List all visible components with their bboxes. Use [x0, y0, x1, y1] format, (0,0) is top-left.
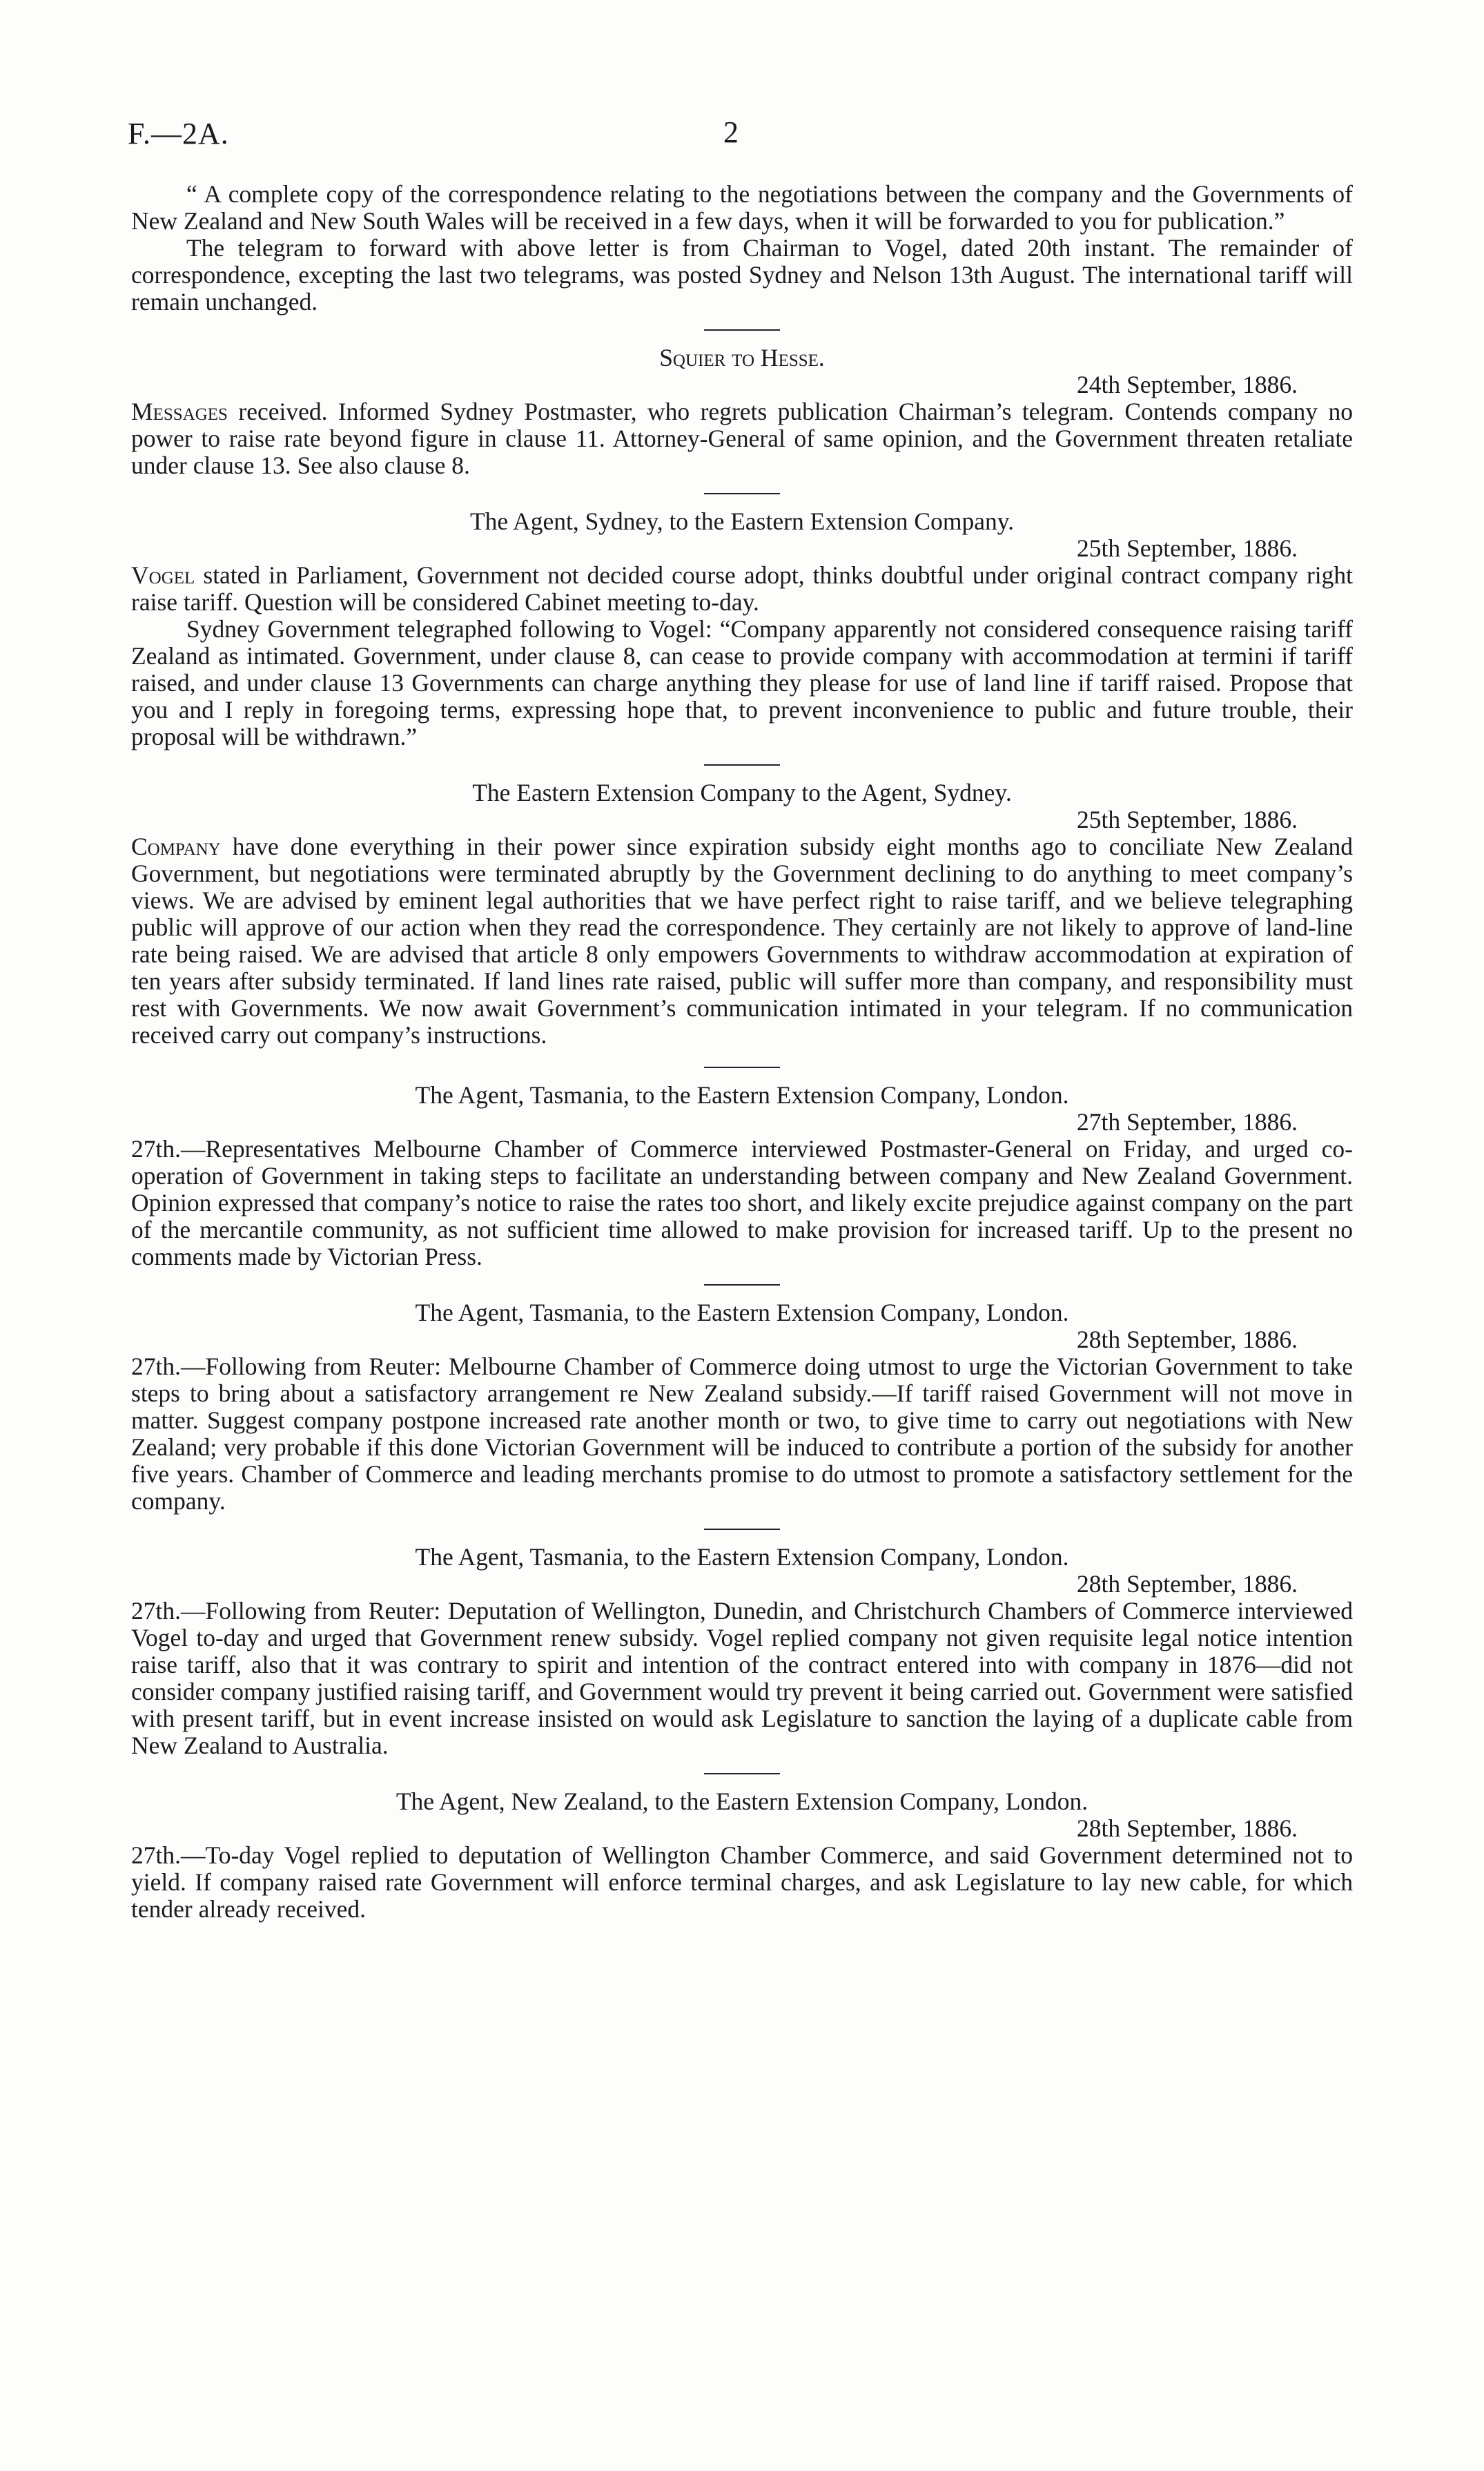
message-paragraph: [131, 833, 1353, 1049]
section-divider: [704, 1773, 780, 1774]
message-block: [131, 1788, 1353, 1923]
document-body: [131, 181, 1353, 1923]
section-divider: [704, 493, 780, 494]
section-divider: [704, 329, 780, 331]
section-divider: [704, 764, 780, 766]
message-block: [131, 1299, 1353, 1515]
message-text: stated in Parliament, Government not decided course adopt, thinks doubtful under original contract company right raise tariff. Question will be considered Cabinet meeting to-day.: [131, 561, 1353, 616]
message-date: 27th September, 1886.: [1076, 1108, 1298, 1136]
message-lead-word: Vogel: [131, 561, 195, 589]
message-block: [131, 779, 1353, 1049]
message-heading: The Agent, Tasmania, to the Eastern Extension Company, London.: [415, 1081, 1069, 1109]
message-date: 28th September, 1886.: [1076, 1326, 1298, 1353]
message-heading: The Eastern Extension Company to the Agent, Sydney.: [472, 779, 1012, 806]
message-text: have done everything in their power since expiration subsidy eight months ago to conciliate New Zealand Government, but negotiations were terminated abruptly by the Government declining to do anything to meet company’s views. We are advised by eminent legal authorities that we have perfect right to raise tariff, and we believe telegraphing public will approve of our action when they read the correspondence. They certainly are not likely to approve of land-line rate being raised. We are advised that article 8 only empowers Governments to withdraw accommodation at expiration of ten years after subsidy terminated. If land lines rate raised, public will suffer more than company, and responsibility must rest with Governments. We now await Government’s communication intimated in your telegram. If no communication received carry out company’s instructions.: [131, 833, 1353, 1049]
section-divider: [704, 1284, 780, 1286]
message-date: 25th September, 1886.: [1076, 534, 1298, 562]
message-paragraph: Sydney Government telegraphed following to Vogel: “Company apparently not considered consequence raising tariff Zealand as intimated. Government, under clause 8, can cease to provide company with accommodation at termini if tariff raised, and under clause 13 Governments can charge anything they please for use of land line if tariff raised. Propose that you and I reply in foregoing terms, expressing hope that, to prevent inconvenience to public and future trouble, their proposal will be withdrawn.”: [131, 615, 1353, 750]
message-date: 28th September, 1886.: [1076, 1570, 1298, 1598]
message-paragraph: [131, 398, 1353, 479]
intro-paragraph: The telegram to forward with above letter is from Chairman to Vogel, dated 20th instant. The remainder of correspondence, excepting the last two telegrams, was posted Sydney and Nelson 13th August. The international tariff will remain unchanged.: [131, 234, 1353, 316]
message-date: 28th September, 1886.: [1076, 1814, 1298, 1842]
message-lead-word: Messages: [131, 398, 228, 425]
message-heading: The Agent, Tasmania, to the Eastern Extension Company, London.: [415, 1299, 1069, 1326]
page-number: 2: [723, 115, 739, 149]
message-paragraph: 27th.—Representatives Melbourne Chamber of Commerce interviewed Postmaster-General on Friday, and urged co-operation of Government in taking steps to facilitate an understanding between company and New Zealand Government. Opinion expressed that company’s notice to raise the rates too short, and likely excite prejudice against company on the part of the mercantile community, as not sufficient time allowed to make provision for increased tariff. Up to the present no comments made by Victorian Press.: [131, 1135, 1353, 1270]
section-divider: [704, 1529, 780, 1530]
message-paragraph: 27th.—Following from Reuter: Deputation of Wellington, Dunedin, and Christchurch Chambers of Commerce interviewed Vogel to-day and urged that Government renew subsidy. Vogel replied company not given requisite legal notice intention raise tariff, also that it was contrary to spirit and intention of the contract entered into with company in 1876—did not consider company justified raising tariff, and Government would try prevent it being carried out. Government were satisfied with present tariff, but in event increase insisted on would ask Legislature to sanction the laying of a duplicate cable from New Zealand to Australia.: [131, 1597, 1353, 1759]
message-block: [131, 1082, 1353, 1270]
message-text: received. Informed Sydney Postmaster, who regrets publication Chairman’s telegram. Contends company no power to raise rate beyond figure in clause 11. Attorney-General of same opinion, and the Government threaten retaliate under clause 13. See also clause 8.: [131, 398, 1353, 479]
message-heading: Squier to Hesse.: [659, 344, 825, 371]
section-divider: [704, 1067, 780, 1068]
message-date: 24th September, 1886.: [1076, 371, 1298, 398]
message-block: [131, 1544, 1353, 1759]
message-date: 25th September, 1886.: [1076, 806, 1298, 833]
intro-quote-paragraph: “ A complete copy of the correspondence relating to the negotiations between the company and the Governments of New Zealand and New South Wales will be received in a few days, when it will be forwarded to you for publication.”: [131, 180, 1353, 235]
message-block: [131, 508, 1353, 750]
message-paragraph: [131, 562, 1353, 616]
message-heading: The Agent, New Zealand, to the Eastern Extension Company, London.: [396, 1787, 1088, 1815]
paper-reference: F.—2A.: [128, 117, 229, 151]
message-heading: The Agent, Sydney, to the Eastern Extension Company.: [469, 507, 1015, 535]
message-paragraph: 27th.—Following from Reuter: Melbourne Chamber of Commerce doing utmost to urge the Victorian Government to take steps to bring about a satisfactory arrangement re New Zealand subsidy.—If tariff raised Government will not move in matter. Suggest company postpone increased rate another month or two, to give time to carry out negotiations with New Zealand; very probable if this done Victorian Government will be induced to contribute a portion of the subsidy for another five years. Chamber of Commerce and leading merchants promise to do utmost to promote a satisfactory settlement for the company.: [131, 1353, 1353, 1515]
message-paragraph: 27th.—To-day Vogel replied to deputation of Wellington Chamber Commerce, and said Government determined not to yield. If company raised rate Government will enforce terminal charges, and ask Legislature to lay new cable, for which tender already received.: [131, 1841, 1353, 1923]
message-lead-word: Company: [131, 833, 221, 860]
message-block: [131, 345, 1353, 479]
message-heading: The Agent, Tasmania, to the Eastern Extension Company, London.: [415, 1543, 1069, 1571]
